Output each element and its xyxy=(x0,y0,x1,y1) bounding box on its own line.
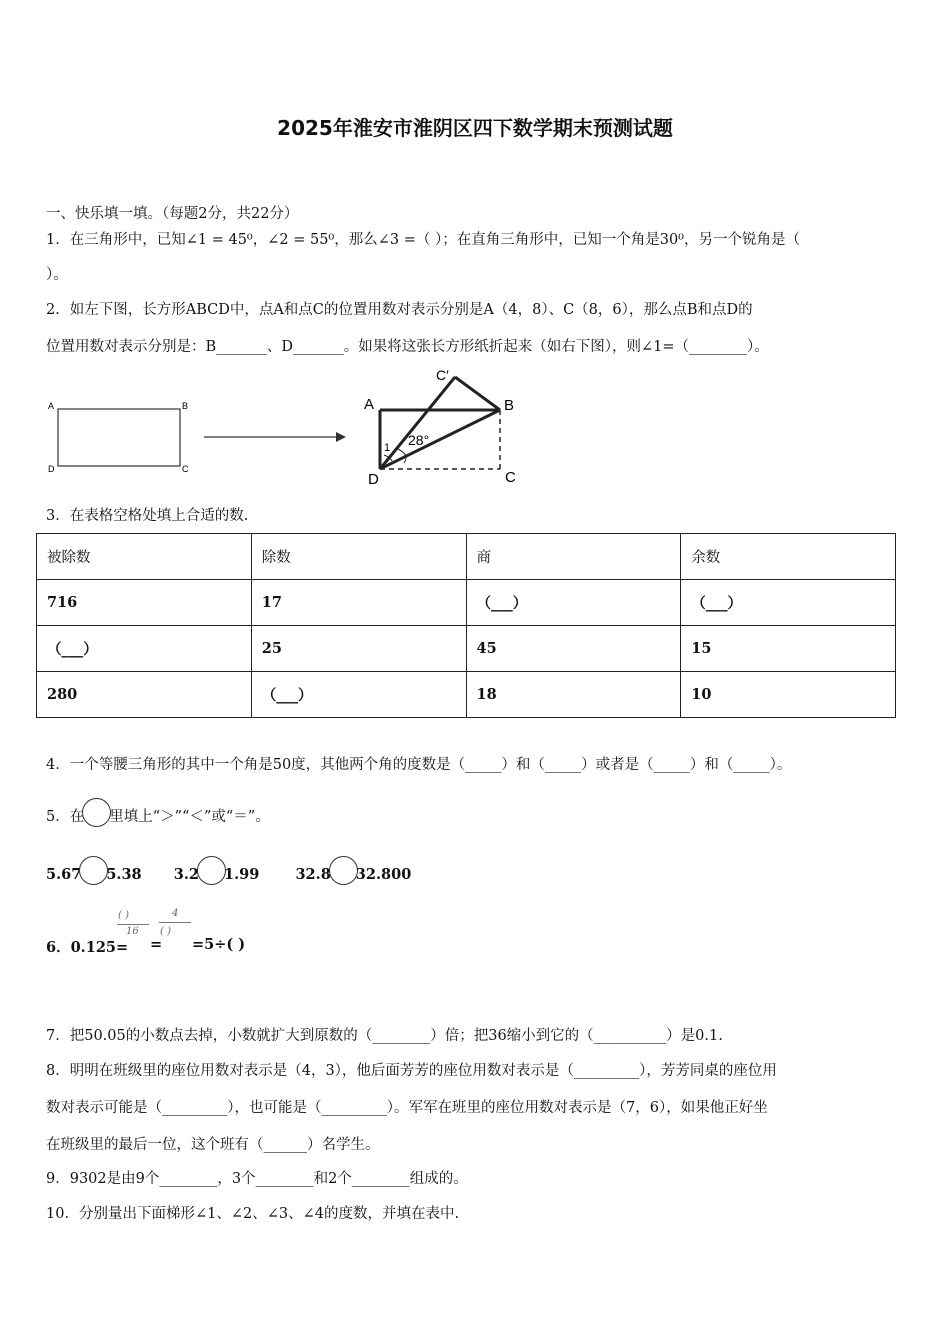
equals-sign: = xyxy=(150,936,163,953)
label-D: D xyxy=(368,471,379,488)
label-B: B xyxy=(504,397,515,414)
table-header-row xyxy=(37,534,896,580)
fraction-2-denominator[interactable]: ( ) xyxy=(160,926,171,937)
question-5-prefix: 5．在 xyxy=(46,809,85,825)
table-cell: 18 xyxy=(466,672,681,718)
table-row xyxy=(37,580,896,626)
folded-rectangle-figure xyxy=(360,365,530,490)
angle-1-label: 1 xyxy=(384,442,391,454)
table-row xyxy=(37,672,896,718)
table-header-cell: 商 xyxy=(466,534,681,580)
label-B: B xyxy=(182,401,189,411)
question-10: 10．分别量出下面梯形∠1、∠2、∠3、∠4的度数，并填在表中. xyxy=(46,1206,460,1222)
compare-circle-input[interactable] xyxy=(329,856,358,885)
table-cell: 45 xyxy=(466,626,681,672)
table-cell: 15 xyxy=(681,626,896,672)
question-8-line2: 数对表示可能是（_________），也可能是（_________）。军军在班里的座位用数对表示是（7，6），如果他正好坐 xyxy=(46,1100,768,1116)
fraction-bar xyxy=(159,922,191,923)
question-1-line2: ）。 xyxy=(46,267,68,283)
table-cell: 10 xyxy=(681,672,896,718)
question-8-line3: 在班级里的最后一位，这个班有（______）名学生。 xyxy=(46,1137,380,1153)
label-D: D xyxy=(48,464,55,474)
question-7: 7．把50.05的小数点去掉，小数就扩大到原数的（________）倍；把36缩小到它的（__________）是0.1. xyxy=(46,1028,723,1044)
arrow-icon xyxy=(200,428,350,446)
angle-28-label: 28° xyxy=(408,432,430,448)
section-heading: 一、快乐填一填。（每题2分，共22分） xyxy=(46,206,299,222)
compare-a: 32.8 xyxy=(295,866,331,883)
table-cell: 280 xyxy=(37,672,252,718)
fraction-2-numerator: 4 xyxy=(172,908,179,919)
compare-b: 32.800 xyxy=(355,866,412,883)
table-cell-blank[interactable]: （___） xyxy=(466,580,681,626)
question-8-line1: 8．明明在班级里的座位用数对表示是（4，3），他后面芳芳的座位用数对表示是（_________），芳芳同桌的座位用 xyxy=(46,1063,777,1079)
table-cell-blank[interactable]: （___） xyxy=(251,672,466,718)
table-cell-blank[interactable]: （___） xyxy=(37,626,252,672)
question-2-line2: 位置用数对表示分别是：B_______、D_______。如果将这张长方形纸折起来（如右下图），则∠1=（________）。 xyxy=(46,339,769,355)
question-5 xyxy=(46,798,270,827)
compare-circle-input[interactable] xyxy=(197,856,226,885)
compare-b: 1.99 xyxy=(224,866,260,883)
circle-blank-icon xyxy=(82,798,111,827)
comparison-row xyxy=(46,856,411,885)
table-row xyxy=(37,626,896,672)
page-title: 2025年淮安市淮阴区四下数学期末预测试题 xyxy=(277,116,673,140)
fraction-1-numerator[interactable]: ( ) xyxy=(118,910,129,921)
table-cell: 25 xyxy=(251,626,466,672)
question-2-line1: 2．如左下图，长方形ABCD中，点A和点C的位置用数对表示分别是A（4，8）、C（8，6），那么点B和点D的 xyxy=(46,302,753,318)
question-9: 9．9302是由9个________，3个________和2个________组成的。 xyxy=(46,1171,468,1187)
fraction-1-denominator: 16 xyxy=(126,926,139,937)
rectangle-figure xyxy=(40,395,200,480)
label-A: A xyxy=(364,396,375,413)
question-3: 3．在表格空格处填上合适的数. xyxy=(46,508,249,524)
question-5-suffix: 里填上“＞”“＜”或“＝”。 xyxy=(109,809,270,825)
fraction-bar xyxy=(117,924,149,925)
table-header-cell: 被除数 xyxy=(37,534,252,580)
label-C: C xyxy=(182,464,189,474)
label-C: C xyxy=(505,469,516,486)
question-4: 4．一个等腰三角形的其中一个角是50度，其他两个角的度数是（_____）和（_____）或者是（_____）和（_____）。 xyxy=(46,757,792,773)
table-header-cell: 除数 xyxy=(251,534,466,580)
division-table xyxy=(36,533,896,718)
label-C-prime: C′ xyxy=(436,367,449,383)
table-cell: 17 xyxy=(251,580,466,626)
question-1-line1: 1．在三角形中，已知∠1 = 45⁰，∠2 = 55⁰，那么∠3 =（ ）；在直角三角形中，已知一个角是30⁰，另一个锐角是（ xyxy=(46,232,800,248)
table-header-cell: 余数 xyxy=(681,534,896,580)
compare-circle-input[interactable] xyxy=(79,856,108,885)
compare-b: 5.38 xyxy=(106,866,142,883)
label-A: A xyxy=(48,401,55,411)
question-6-prefix: 6．0.125= xyxy=(46,939,129,956)
table-cell-blank[interactable]: （___） xyxy=(681,580,896,626)
table-cell: 716 xyxy=(37,580,252,626)
compare-a: 3.2 xyxy=(173,866,200,883)
question-6-suffix: =5÷( ) xyxy=(192,936,246,953)
compare-a: 5.67 xyxy=(46,866,82,883)
